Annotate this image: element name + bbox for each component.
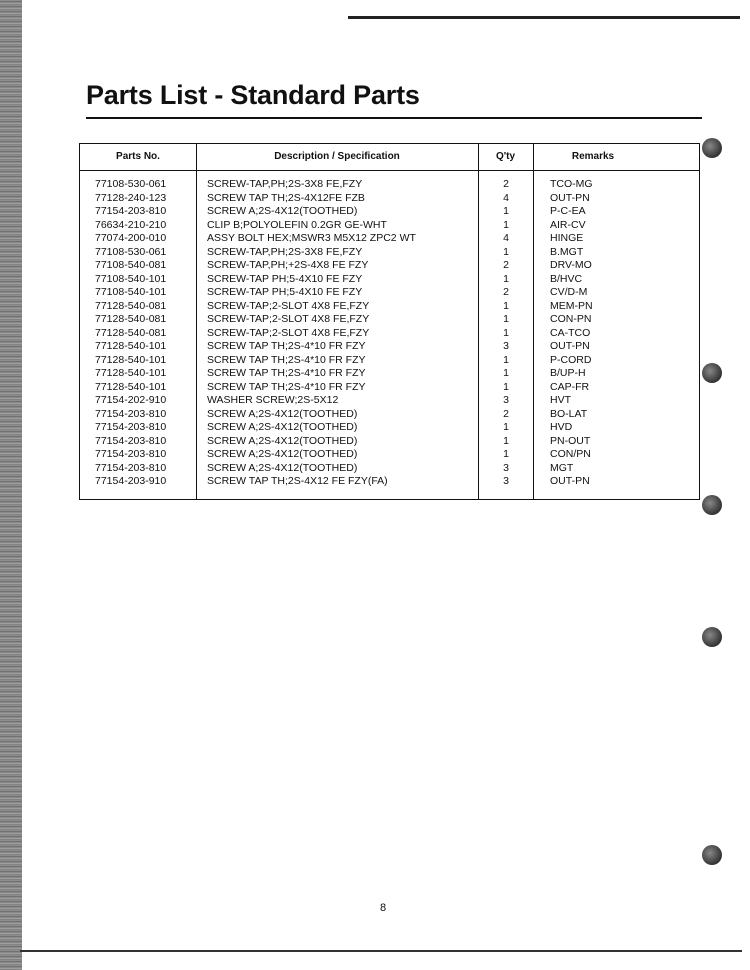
cell-qty: 1 <box>503 448 509 460</box>
cell-description: SCREW-TAP;2-SLOT 4X8 FE,FZY <box>207 313 370 325</box>
cell-part-no: 77154-203-810 <box>95 407 167 420</box>
cell-part-no: 77154-203-810 <box>95 205 167 217</box>
table-row <box>80 219 699 233</box>
cell-description: SCREW A;2S-4X12(TOOTHED) <box>207 407 358 420</box>
cell-part-no: 77154-203-910 <box>95 475 167 487</box>
table-row <box>80 448 699 462</box>
cell-qty: 1 <box>503 434 509 447</box>
table-row <box>80 286 699 300</box>
cell-remarks: DRV-MO <box>550 259 592 271</box>
cell-description: SCREW-TAP PH;5-4X10 FE FZY <box>207 286 363 298</box>
cell-qty: 3 <box>503 461 509 474</box>
cell-description: SCREW-TAP PH;5-4X10 FE FZY <box>207 272 363 285</box>
cell-qty: 3 <box>503 340 509 352</box>
cell-qty: 3 <box>503 475 509 487</box>
cell-description: WASHER SCREW;2S-5X12 <box>207 394 339 406</box>
cell-remarks: CON-PN <box>550 313 592 325</box>
cell-part-no: 77128-540-081 <box>95 313 167 325</box>
table-row <box>80 340 699 354</box>
cell-qty: 1 <box>503 326 509 339</box>
binder-hole <box>702 138 722 158</box>
cell-qty: 1 <box>503 205 509 217</box>
cell-part-no: 77128-540-101 <box>95 380 167 393</box>
header-divider <box>80 170 699 171</box>
parts-table <box>79 143 700 500</box>
cell-part-no: 77128-540-101 <box>95 340 167 352</box>
cell-part-no: 77154-203-810 <box>95 434 167 447</box>
cell-remarks: AIR-CV <box>550 218 586 231</box>
cell-description: SCREW-TAP;2-SLOT 4X8 FE,FZY <box>207 326 370 339</box>
cell-description: SCREW-TAP,PH;2S-3X8 FE,FZY <box>207 178 363 190</box>
binder-hole <box>702 363 722 383</box>
cell-description: SCREW A;2S-4X12(TOOTHED) <box>207 205 358 217</box>
cell-description: SCREW-TAP,PH;+2S-4X8 FE FZY <box>207 259 369 271</box>
cell-qty: 4 <box>503 191 509 204</box>
cell-qty: 1 <box>503 421 509 433</box>
bottom-rule <box>20 950 742 952</box>
cell-qty: 2 <box>503 407 509 420</box>
cell-description: SCREW TAP TH;2S-4*10 FR FZY <box>207 367 366 379</box>
cell-part-no: 77108-530-061 <box>95 245 167 258</box>
table-row <box>80 313 699 327</box>
cell-part-no: 77108-530-061 <box>95 178 167 190</box>
cell-remarks: BO-LAT <box>550 407 588 420</box>
cell-description: SCREW TAP TH;2S-4X12 FE FZY(FA) <box>207 475 388 487</box>
header-qty: Q'ty <box>495 151 516 162</box>
cell-description: SCREW TAP TH;2S-4*10 FR FZY <box>207 340 366 352</box>
cell-part-no: 77154-202-910 <box>95 394 167 406</box>
cell-remarks: HVT <box>550 394 571 406</box>
cell-part-no: 76634-210-210 <box>95 218 167 231</box>
cell-qty: 4 <box>503 232 509 244</box>
cell-description: SCREW-TAP,PH;2S-3X8 FE,FZY <box>207 245 363 258</box>
binder-hole <box>702 627 722 647</box>
cell-remarks: B/UP-H <box>550 367 586 379</box>
cell-qty: 1 <box>503 272 509 285</box>
table-row <box>80 462 699 476</box>
title-rule <box>86 117 702 119</box>
table-row <box>80 192 699 206</box>
cell-qty: 1 <box>503 313 509 325</box>
cell-remarks: P-CORD <box>550 353 592 366</box>
table-row <box>80 421 699 435</box>
cell-remarks: PN-OUT <box>550 434 591 447</box>
cell-part-no: 77074-200-010 <box>95 232 167 244</box>
table-row <box>80 205 699 219</box>
cell-description: SCREW A;2S-4X12(TOOTHED) <box>207 448 358 460</box>
cell-remarks: CON/PN <box>550 448 591 460</box>
cell-qty: 2 <box>503 178 509 190</box>
cell-qty: 1 <box>503 380 509 393</box>
cell-description: SCREW-TAP;2-SLOT 4X8 FE,FZY <box>207 299 370 312</box>
cell-part-no: 77128-240-123 <box>95 191 167 204</box>
cell-qty: 1 <box>503 353 509 366</box>
cell-remarks: CA-TCO <box>550 326 591 339</box>
cell-qty: 1 <box>503 367 509 379</box>
cell-qty: 2 <box>503 286 509 298</box>
parts-rows <box>80 178 699 489</box>
cell-part-no: 77108-540-101 <box>95 272 167 285</box>
cell-qty: 2 <box>503 259 509 271</box>
table-row <box>80 394 699 408</box>
table-row <box>80 178 699 192</box>
cell-remarks: MEM-PN <box>550 299 593 312</box>
scan-edge-strip <box>0 0 22 970</box>
cell-remarks: HINGE <box>550 232 584 244</box>
cell-part-no: 77154-203-810 <box>95 421 167 433</box>
table-row <box>80 408 699 422</box>
table-row <box>80 300 699 314</box>
cell-description: SCREW A;2S-4X12(TOOTHED) <box>207 421 358 433</box>
table-row <box>80 246 699 260</box>
cell-part-no: 77128-540-081 <box>95 299 167 312</box>
binder-hole <box>702 845 722 865</box>
cell-description: CLIP B;POLYOLEFIN 0.2GR GE-WHT <box>207 218 387 231</box>
cell-part-no: 77128-540-081 <box>95 326 167 339</box>
cell-remarks: P-C-EA <box>550 205 586 217</box>
cell-qty: 3 <box>503 394 509 406</box>
header-part-no: Parts No. <box>116 151 160 162</box>
table-row <box>80 381 699 395</box>
cell-part-no: 77108-540-081 <box>95 259 167 271</box>
cell-remarks: B/HVC <box>550 272 583 285</box>
header-description: Description / Specification <box>274 151 400 162</box>
cell-description: SCREW TAP TH;2S-4X12FE FZB <box>207 191 365 204</box>
table-row <box>80 259 699 273</box>
table-row <box>80 475 699 489</box>
cell-remarks: MGT <box>550 461 574 474</box>
cell-description: SCREW TAP TH;2S-4*10 FR FZY <box>207 353 366 366</box>
cell-remarks: OUT-PN <box>550 191 590 204</box>
table-row <box>80 435 699 449</box>
cell-remarks: TCO-MG <box>550 178 593 190</box>
top-rule <box>348 16 740 19</box>
table-row <box>80 354 699 368</box>
cell-remarks: CV/D-M <box>550 286 588 298</box>
cell-remarks: CAP-FR <box>550 380 590 393</box>
cell-qty: 1 <box>503 245 509 258</box>
table-row <box>80 273 699 287</box>
cell-remarks: OUT-PN <box>550 340 590 352</box>
cell-part-no: 77154-203-810 <box>95 448 167 460</box>
cell-qty: 1 <box>503 299 509 312</box>
cell-part-no: 77154-203-810 <box>95 461 167 474</box>
page-number: 8 <box>380 902 387 914</box>
header-remarks: Remarks <box>571 151 615 162</box>
table-row <box>80 327 699 341</box>
cell-part-no: 77128-540-101 <box>95 353 167 366</box>
table-row <box>80 367 699 381</box>
page-title: Parts List - Standard Parts <box>86 80 420 110</box>
cell-description: SCREW A;2S-4X12(TOOTHED) <box>207 461 358 474</box>
cell-qty: 1 <box>503 218 509 231</box>
table-row <box>80 232 699 246</box>
binder-hole <box>702 495 722 515</box>
cell-part-no: 77108-540-101 <box>95 286 167 298</box>
cell-description: SCREW A;2S-4X12(TOOTHED) <box>207 434 358 447</box>
cell-description: ASSY BOLT HEX;MSWR3 M5X12 ZPC2 WT <box>207 232 416 244</box>
cell-part-no: 77128-540-101 <box>95 367 167 379</box>
cell-remarks: B.MGT <box>550 245 584 258</box>
cell-description: SCREW TAP TH;2S-4*10 FR FZY <box>207 380 366 393</box>
cell-remarks: HVD <box>550 421 573 433</box>
cell-remarks: OUT-PN <box>550 475 590 487</box>
